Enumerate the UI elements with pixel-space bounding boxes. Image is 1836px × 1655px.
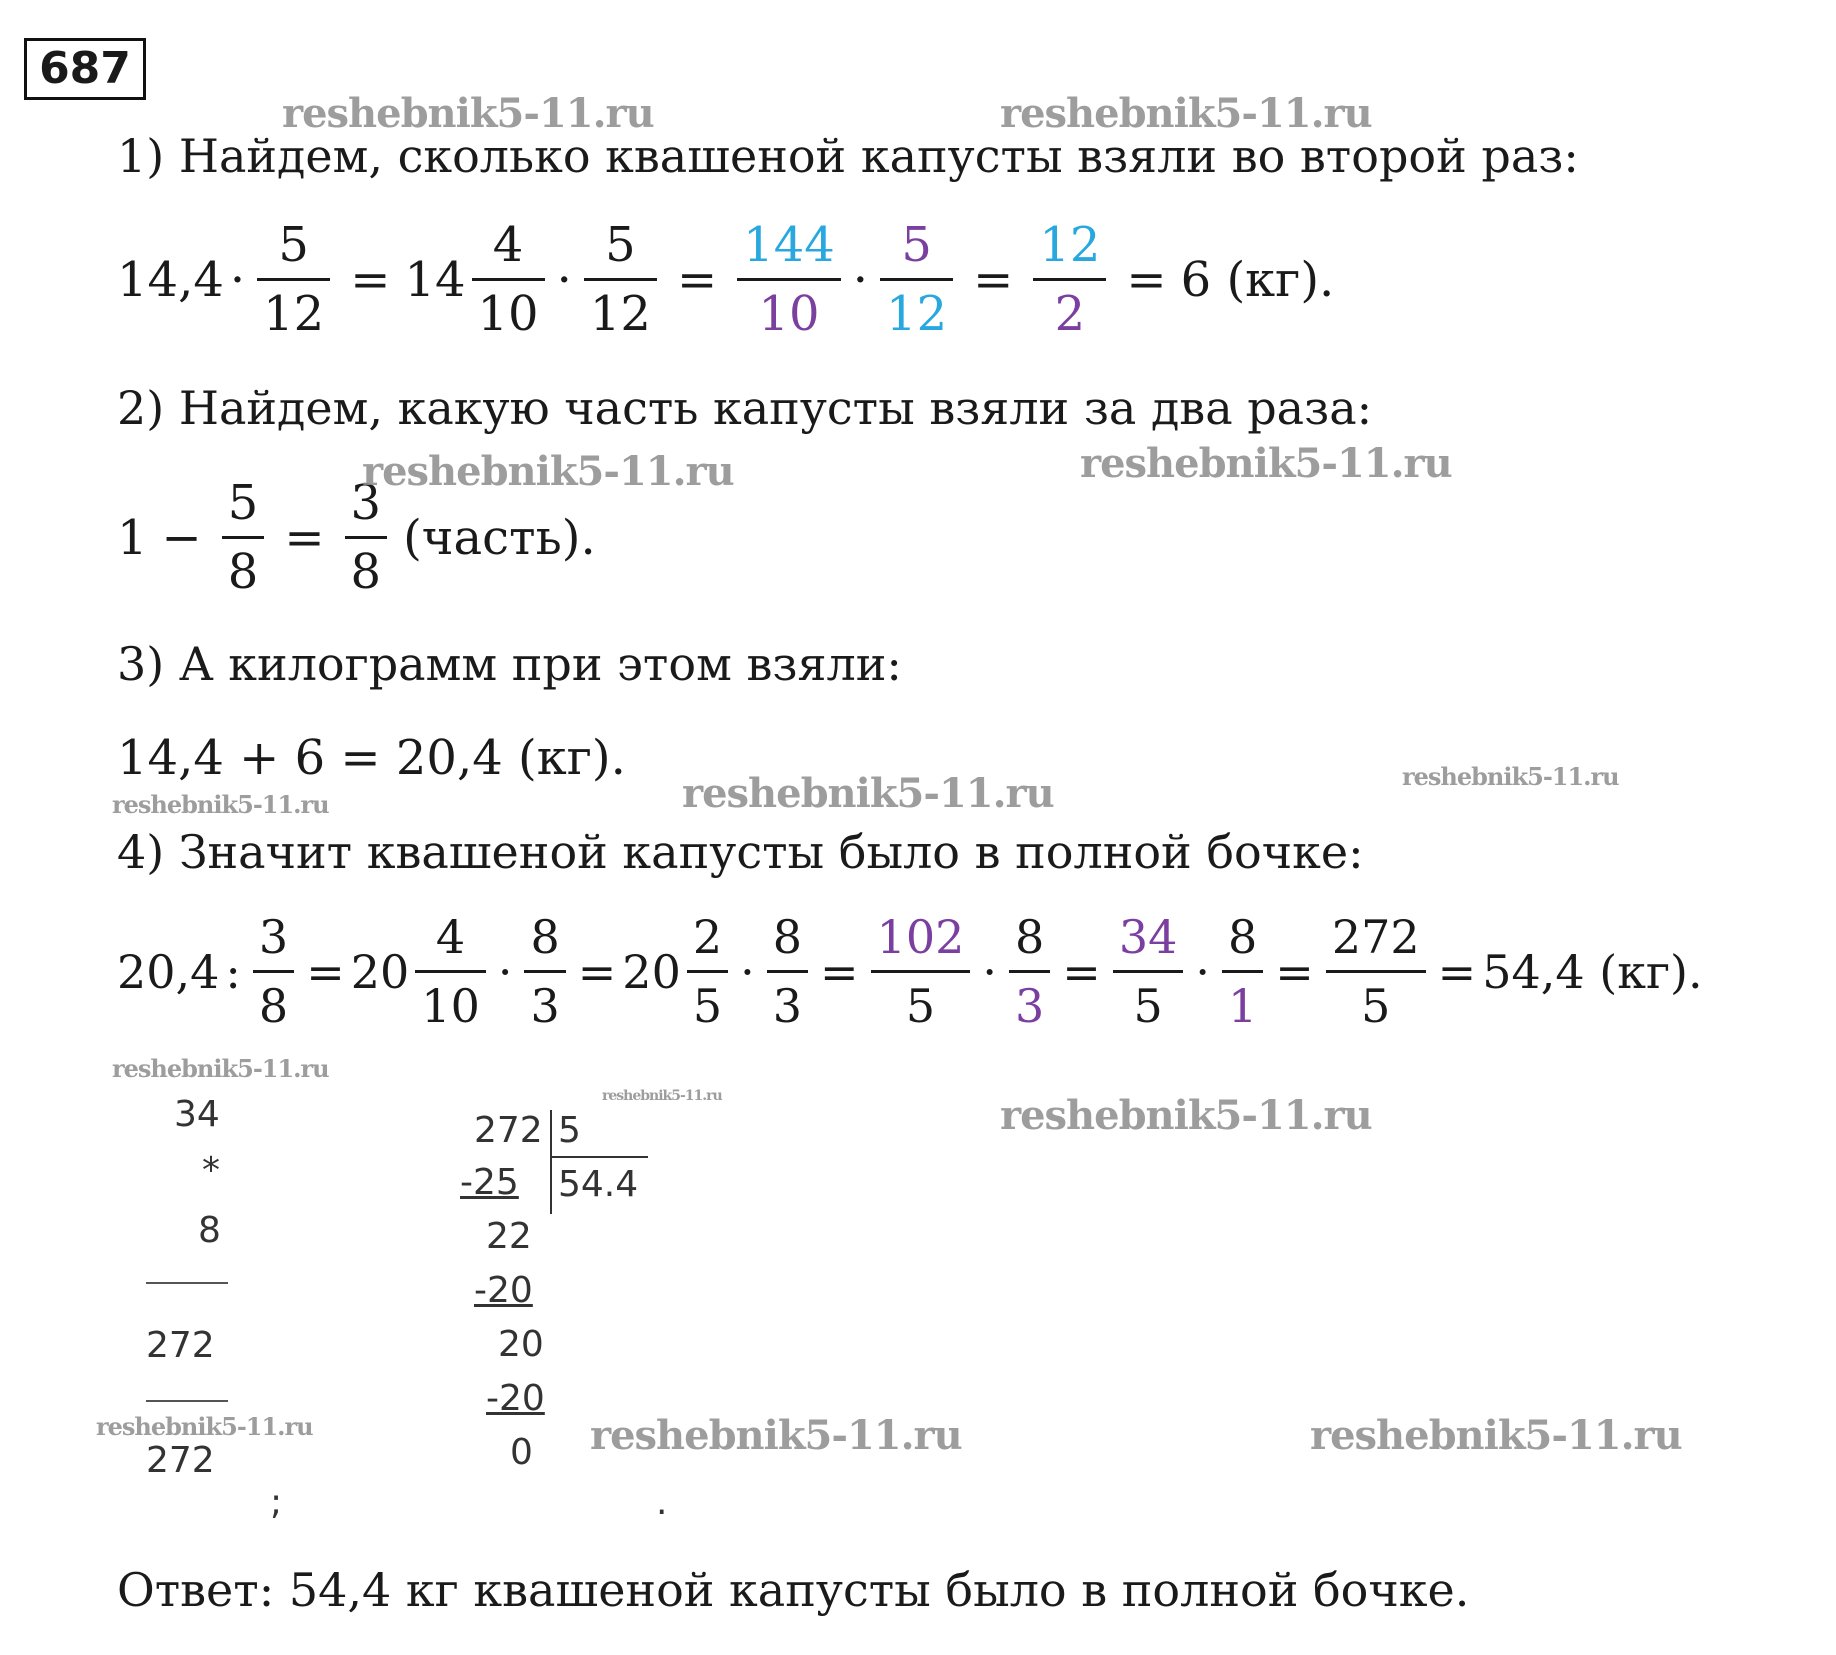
eq4-whole: 20 <box>350 944 410 999</box>
denominator: 3 <box>530 979 560 1033</box>
denominator: 12 <box>886 286 948 342</box>
equation-4 <box>117 904 1703 1039</box>
watermark: reshebnik5-11.ru <box>112 790 329 819</box>
eq2-one: 1 <box>117 509 148 566</box>
denominator: 5 <box>1133 979 1163 1033</box>
numerator: 5 <box>901 217 932 273</box>
eq4-fraction-7 <box>1009 904 1050 1039</box>
eq4-equals: = <box>306 944 345 999</box>
step-3-text: 3) А килограмм при этом взяли: <box>117 637 902 691</box>
division-dividend: 272 <box>474 1110 543 1151</box>
division-period: . <box>656 1482 668 1523</box>
eq1-whole: 14 <box>404 251 466 308</box>
numerator: 8 <box>1228 910 1258 964</box>
equation-1 <box>117 212 1334 347</box>
eq1-fraction-5 <box>880 212 953 347</box>
step-2-text: 2) Найдем, какую часть капусты взяли за два раза: <box>117 381 1373 435</box>
denominator: 8 <box>258 979 289 1033</box>
watermark: reshebnik5-11.ru <box>682 770 1054 817</box>
numerator: 3 <box>258 910 289 964</box>
denominator: 12 <box>263 286 325 342</box>
numerator: 4 <box>435 910 466 964</box>
mult-semicolon: ; <box>270 1482 283 1523</box>
eq2-fraction-1 <box>222 470 265 605</box>
eq4-dot: · <box>497 944 513 999</box>
watermark: reshebnik5-11.ru <box>590 1412 962 1459</box>
denominator: 5 <box>905 979 936 1033</box>
watermark: reshebnik5-11.ru <box>1000 90 1372 137</box>
eq4-equals: = <box>820 944 859 999</box>
watermark: reshebnik5-11.ru <box>1080 440 1452 487</box>
eq2-unit: (часть). <box>403 509 596 566</box>
denominator: 8 <box>227 544 259 600</box>
division-horizontal-line <box>552 1156 648 1158</box>
division-step: -20 <box>474 1270 533 1311</box>
watermark: reshebnik5-11.ru <box>282 90 654 137</box>
eq1-dot: · <box>229 251 246 308</box>
eq4-fraction-8 <box>1113 904 1184 1039</box>
numerator: 5 <box>605 217 636 273</box>
numerator: 4 <box>492 217 524 273</box>
division-divisor: 5 <box>558 1110 581 1151</box>
division-quotient: 54.4 <box>558 1164 639 1205</box>
eq2-equals: = <box>284 509 325 566</box>
eq4-result: 54,4 (кг). <box>1482 944 1703 999</box>
eq1-fraction-4 <box>737 212 841 347</box>
eq1-equals: = <box>1126 251 1167 308</box>
eq4-fraction-4 <box>687 904 728 1039</box>
eq4-equals: = <box>1275 944 1314 999</box>
numerator: 272 <box>1331 910 1420 964</box>
eq1-equals: = <box>350 251 391 308</box>
denominator: 10 <box>421 979 480 1033</box>
watermark: reshebnik5-11.ru <box>96 1412 313 1441</box>
eq4-whole: 20 <box>622 944 681 999</box>
eq4-value: 20,4 <box>117 944 220 999</box>
eq1-equals: = <box>676 251 718 308</box>
numerator: 144 <box>743 217 835 273</box>
mult-operator: * <box>202 1150 220 1191</box>
numerator: 8 <box>1015 910 1045 964</box>
watermark: reshebnik5-11.ru <box>1310 1412 1682 1459</box>
eq1-value: 14,4 <box>117 251 224 308</box>
eq1-fraction-2 <box>472 212 545 347</box>
denominator: 10 <box>758 286 820 342</box>
denominator: 12 <box>589 286 651 342</box>
eq1-fraction-1 <box>257 212 330 347</box>
eq1-result: 6 (кг). <box>1180 251 1335 308</box>
watermark: reshebnik5-11.ru <box>1000 1092 1372 1139</box>
numerator: 102 <box>876 910 965 964</box>
watermark: reshebnik5-11.ru <box>602 1088 722 1104</box>
denominator: 8 <box>350 544 382 600</box>
eq4-equals: = <box>577 944 617 999</box>
denominator: 1 <box>1228 979 1258 1033</box>
eq4-equals: = <box>1062 944 1101 999</box>
watermark: reshebnik5-11.ru <box>112 1054 329 1083</box>
answer-text: Ответ: 54,4 кг квашеной капусты было в полной бочке. <box>117 1563 1470 1617</box>
denominator: 10 <box>477 286 539 342</box>
mult-total: 272 <box>146 1440 215 1481</box>
eq4-fraction-1 <box>253 904 294 1039</box>
watermark: reshebnik5-11.ru <box>362 448 734 495</box>
eq1-dot: · <box>852 251 869 308</box>
denominator: 3 <box>772 979 803 1033</box>
denominator: 5 <box>1361 979 1391 1033</box>
mult-product: 272 <box>146 1325 215 1366</box>
numerator: 5 <box>278 217 309 273</box>
mult-operand-2: 8 <box>198 1210 221 1251</box>
division-remainder: 0 <box>510 1432 533 1473</box>
eq4-equals: = <box>1437 944 1477 999</box>
eq4-dot: · <box>982 944 998 999</box>
numerator: 8 <box>772 910 803 964</box>
eq4-dot: · <box>1195 944 1211 999</box>
denominator: 5 <box>692 979 723 1033</box>
denominator: 2 <box>1054 286 1086 342</box>
division-step: 22 <box>486 1216 532 1257</box>
eq4-fraction-5 <box>767 904 808 1039</box>
eq1-fraction-6 <box>1033 212 1106 347</box>
eq4-fraction-10 <box>1326 904 1426 1039</box>
numerator: 2 <box>692 910 723 964</box>
division-vertical-line <box>550 1110 552 1214</box>
numerator: 8 <box>530 910 560 964</box>
eq4-fraction-2 <box>415 904 486 1039</box>
problem-number: 687 <box>24 38 146 100</box>
eq4-colon: : <box>225 944 241 999</box>
eq4-fraction-3 <box>524 904 565 1039</box>
eq1-dot: · <box>556 251 572 308</box>
eq1-equals: = <box>973 251 1014 308</box>
eq1-fraction-3 <box>584 212 657 347</box>
equation-3: 14,4 + 6 = 20,4 (кг). <box>117 730 626 786</box>
watermark: reshebnik5-11.ru <box>1402 762 1619 791</box>
eq2-minus: − <box>161 509 202 566</box>
division-step: 20 <box>498 1324 544 1365</box>
mult-line <box>146 1282 228 1284</box>
eq4-dot: · <box>740 944 755 999</box>
eq4-fraction-6 <box>871 904 971 1039</box>
numerator: 34 <box>1118 910 1178 964</box>
eq4-fraction-9 <box>1222 904 1263 1039</box>
mult-operand-1: 34 <box>174 1094 220 1135</box>
numerator: 5 <box>227 475 259 531</box>
numerator: 3 <box>350 475 382 531</box>
step-1-text: 1) Найдем, сколько квашеной капусты взяли во второй раз: <box>117 129 1579 183</box>
mult-line <box>146 1400 228 1402</box>
division-step: -20 <box>486 1378 545 1419</box>
step-4-text: 4) Значит квашеной капусты было в полной бочке: <box>117 825 1364 879</box>
denominator: 3 <box>1015 979 1045 1033</box>
division-step: -25 <box>460 1162 519 1203</box>
numerator: 12 <box>1039 217 1101 273</box>
